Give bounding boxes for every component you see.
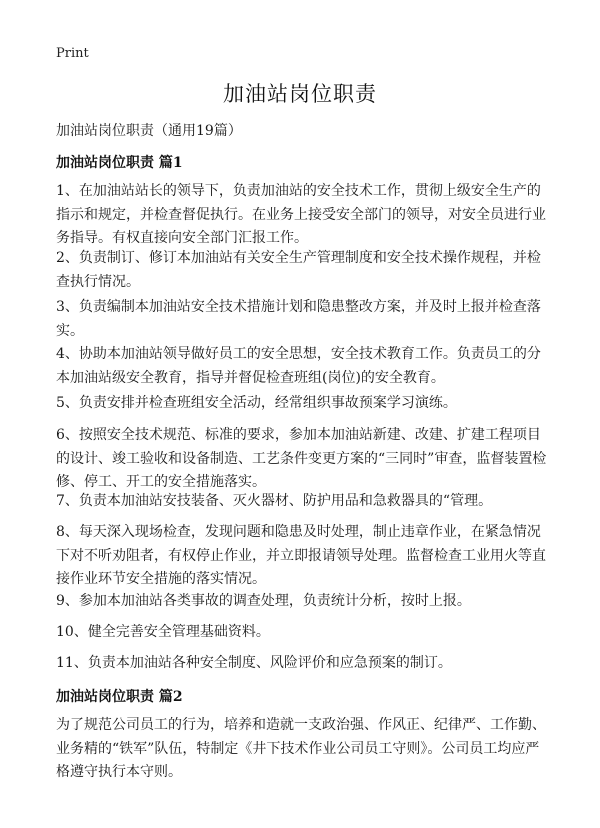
list-item: 5、负责安排并检查班组安全活动，经常组织事故预案学习演练。 [56,395,457,411]
list-item: 1、在加油站站长的领导下，负责加油站的安全技术工作，贯彻上级安全生产的指示和规定，并检查督促执行。在业务上接受安全部门的领导，对安全员进行业务指导。有权直接向安全部门汇报工作。 [56,183,546,246]
list-item: 11、负责本加油站各种安全制度、风险评价和应急预案的制订。 [56,655,452,671]
list-item: 6、按照安全技术规范、标准的要求，参加本加油站新建、改建、扩建工程项目的设计、竣工验收和设备制造、工艺条件变更方案的“三同时”审查，监督装置检修、停工、开工的安全措施落实。 [56,427,547,490]
list-item: 8、每天深入现场检查，发现问题和隐患及时处理，制止违章作业，在紧急情况下对不听劝阻者，有权停止作业，并立即报请领导处理。监督检查工业用火等直接作业环节安全措施的落实情况。 [56,524,546,587]
document-title: 加油站岗位职责 [223,82,377,106]
section-heading-2: 加油站岗位职责 篇2 [56,689,183,705]
document-subtitle: 加油站岗位职责（通用19篇） [56,123,242,139]
list-item: 7、负责本加油站安技装备、灭火器材、防护用品和急救器具的“管理。 [56,493,493,509]
list-item: 2、负责制订、修订本加油站有关安全生产管理制度和安全技术操作规程，并检查执行情况。 [56,250,541,290]
list-item: 9、参加本加油站各类事故的调查处理，负责统计分析，按时上报。 [56,593,471,609]
list-item: 10、健全完善安全管理基础资料。 [56,624,270,640]
list-item: 4、协助本加油站领导做好员工的安全思想，安全技术教育工作。负责员工的分本加油站级安全教育，指导并督促检查班组(岗位)的安全教育。 [56,346,541,386]
list-item: 3、负责编制本加油站安全技术措施计划和隐患整改方案，并及时上报并检查落实。 [56,299,541,339]
section-heading-1: 加油站岗位职责 篇1 [56,155,183,171]
print-link[interactable]: Print [56,46,89,61]
list-item: 为了规范公司员工的行为，培养和造就一支政治强、作风正、纪律严、工作勤、业务精的“铁军”队伍，特制定《井下技术作业公司员工守则》。公司员工均应严格遵守执行本守则。 [56,717,546,780]
